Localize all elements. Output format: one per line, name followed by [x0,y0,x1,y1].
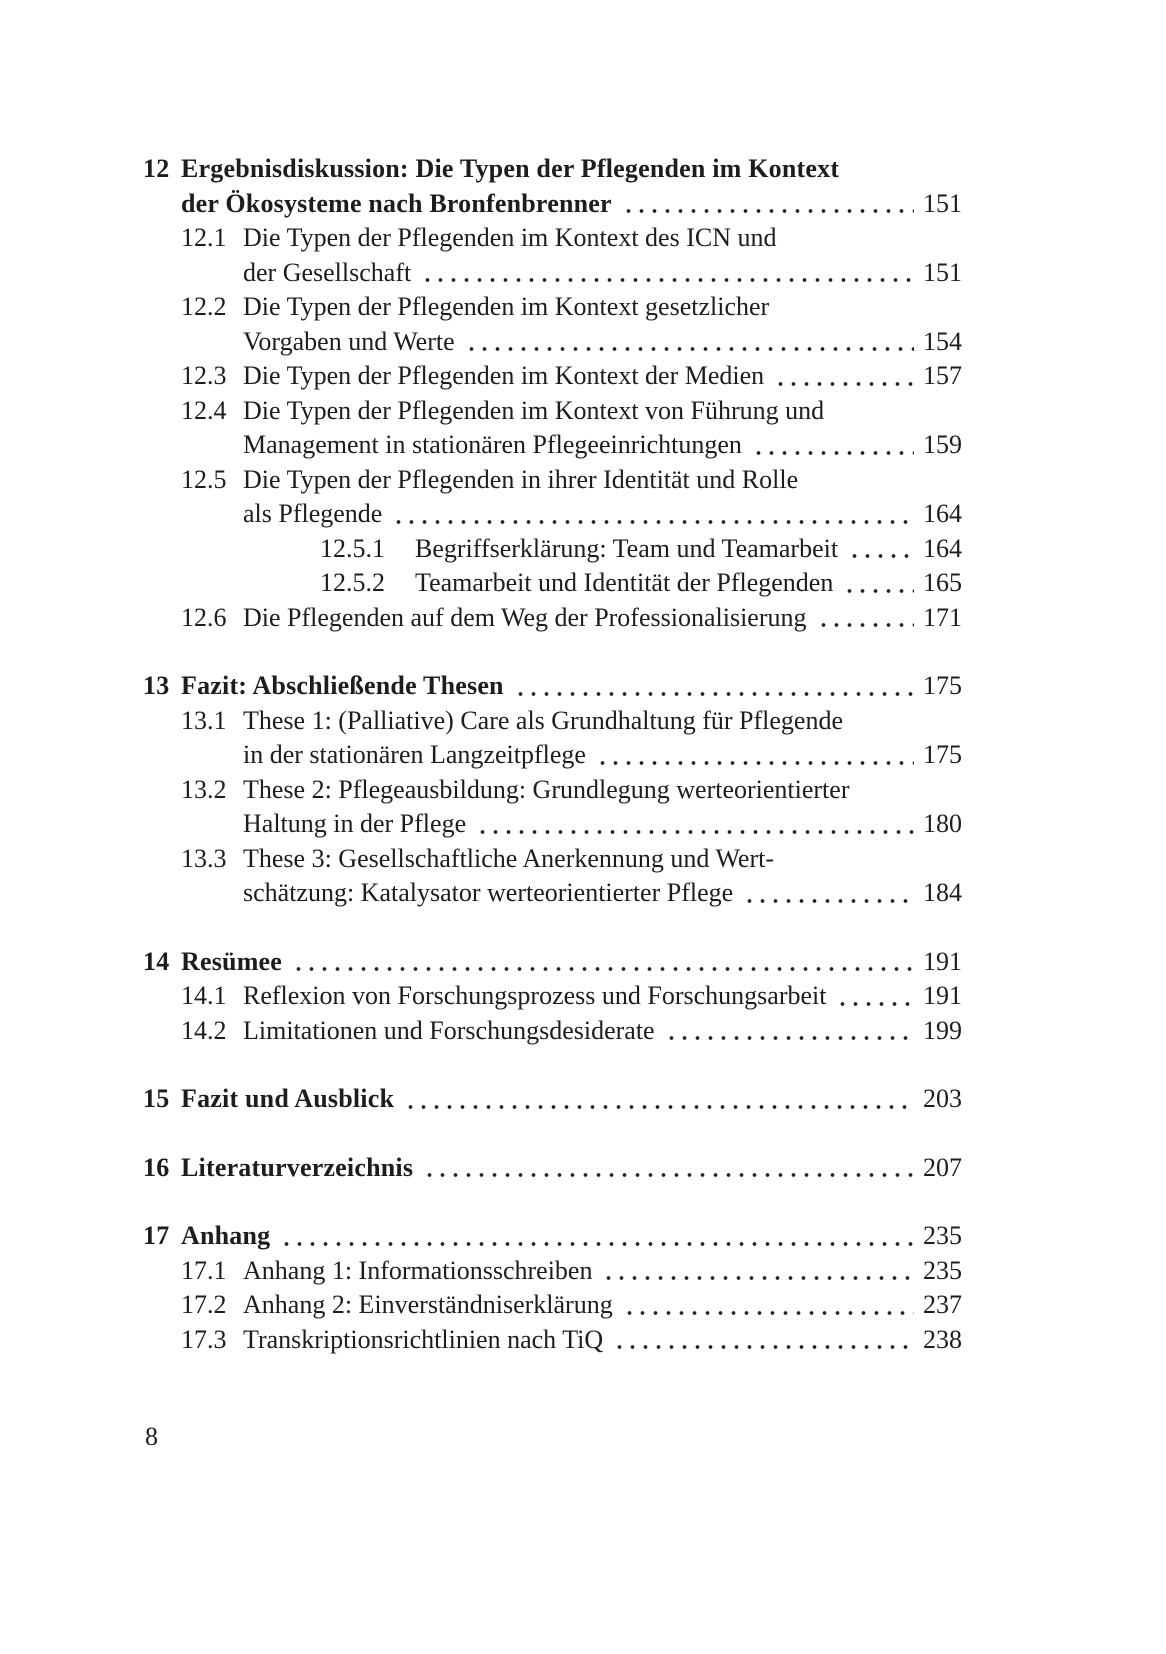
entry-title-text: Resümee [181,946,283,976]
dot-leader [465,325,914,360]
entry-title-text: der Ökosysteme nach Bronfenbrenner [181,188,612,218]
entry-page-number: 151 [923,257,962,287]
entry-title-text: schätzung: Katalysator werteorientierter Pflege [243,878,734,907]
entry-page-number: 207 [923,1152,962,1182]
entry-body [243,221,962,290]
entry-title-text: Haltung in der Pflege [243,809,467,838]
entry-line [243,1254,962,1289]
entry-number: 15 [143,1084,170,1113]
entry-line [181,669,962,704]
entry-body [243,1254,962,1289]
toc-entry [143,359,962,394]
entry-title-text: als Pflegende [243,499,383,528]
entry-page-number: 237 [923,1290,962,1319]
table-of-contents [143,152,962,1357]
entry-body [243,463,962,532]
entry-body [415,566,962,601]
dot-leader [292,945,914,980]
entry-line [415,532,962,567]
toc-entry [143,152,962,221]
entry-title-text: Limitationen und Forschungsdesiderate [243,1015,655,1045]
toc-entry [143,1014,962,1049]
entry-line [243,704,962,739]
entry-line [243,979,962,1014]
entry-line [243,221,962,256]
entry-line [243,601,962,636]
entry-title-text: Anhang 1: Informationsschreiben [243,1255,593,1285]
dot-leader [421,256,914,291]
page-number-footer: 8 [145,1422,158,1451]
entry-number: 13.1 [181,705,227,735]
toc-entry [143,1323,962,1358]
entry-page-number: 171 [923,602,962,632]
dot-leader [836,979,914,1014]
toc-entry [143,394,962,463]
entry-title-text: Literaturverzeichnis [181,1152,414,1182]
dot-leader [848,532,914,567]
entry-number: 12.5.2 [320,568,385,597]
entry-page-number: 151 [923,188,962,218]
entry-body [415,532,962,567]
dot-leader [817,601,915,636]
entry-page-number: 175 [923,671,962,700]
dot-leader [743,876,914,911]
entry-line [243,497,962,532]
dot-leader [843,566,914,601]
toc-entry [143,1288,962,1323]
entry-page-number: 184 [923,878,962,907]
entry-line [243,1014,962,1049]
entry-line [181,152,962,187]
entry-page-number: 235 [923,1221,962,1250]
toc-entry [143,979,962,1014]
dot-leader [774,359,914,394]
dot-leader [752,428,914,463]
entry-line [243,738,962,773]
entry-body [181,945,962,980]
dot-leader [392,497,914,532]
dot-leader [596,738,914,773]
entry-page-number: 191 [923,946,962,976]
entry-title-text: Die Typen der Pflegenden im Kontext der Medien [243,361,765,390]
entry-title-text: These 3: Gesellschaftliche Anerkennung und Wert- [243,843,774,873]
entry-number: 12.4 [181,395,227,425]
entry-number: 17 [143,1221,170,1250]
entry-number: 17.3 [181,1324,227,1354]
entry-number: 12.3 [181,361,227,390]
entry-line [181,1151,962,1186]
entry-body [243,704,962,773]
dot-leader [602,1254,914,1289]
toc-entry [143,463,962,532]
entry-page-number: 191 [923,981,962,1010]
entry-page-number: 238 [923,1324,962,1354]
entry-title-text: Anhang 2: Einverständniserklärung [243,1290,613,1319]
entry-title-text: Ergebnisdiskussion: Die Typen der Pflegenden im Kontext [181,154,840,183]
entry-title-text: Die Pflegenden auf dem Weg der Professionalisierung [243,602,807,632]
entry-title-text: Anhang [181,1221,271,1250]
entry-title-text: Begriffserklärung: Team und Teamarbeit [415,533,839,563]
entry-page-number: 164 [923,533,962,563]
entry-body [243,601,962,636]
entry-title-text: in der stationären Langzeitpflege [243,740,586,769]
entry-number: 13.3 [181,843,227,873]
entry-body [181,152,962,221]
dot-leader [613,1323,914,1358]
entry-body [181,669,962,704]
entry-number: 12.2 [181,292,227,321]
entry-line [243,394,962,429]
entry-line [243,807,962,842]
toc-entry [143,566,962,601]
entry-number: 14.2 [181,1015,227,1045]
entry-number: 17.2 [181,1290,227,1319]
entry-line [243,256,962,291]
entry-number: 12.5.1 [320,533,385,563]
entry-title-text: Die Typen der Pflegenden im Kontext von Führung und [243,395,825,425]
entry-page-number: 159 [923,430,962,459]
entry-line [181,945,962,980]
toc-entry [143,704,962,773]
toc-entry [143,1254,962,1289]
entry-title-text: der Gesellschaft [243,257,412,287]
entry-line [181,187,962,222]
toc-entry [143,945,962,980]
entry-title-text: Die Typen der Pflegenden in ihrer Identität und Rolle [243,464,799,494]
entry-line [243,1288,962,1323]
entry-line [181,1082,962,1117]
entry-title-text: Management in stationären Pflegeeinrichtungen [243,430,742,459]
entry-line [243,359,962,394]
entry-line [415,566,962,601]
entry-number: 14 [143,946,170,976]
entry-body [243,1288,962,1323]
dot-leader [423,1151,914,1186]
entry-title-text: These 1: (Palliative) Care als Grundhaltung für Pflegende [243,705,843,735]
entry-number: 12.5 [181,464,227,494]
entry-number: 12.6 [181,602,227,632]
entry-title-text: Die Typen der Pflegenden im Kontext des ICN und [243,223,777,252]
entry-title-text: Teamarbeit und Identität der Pflegenden [415,568,834,597]
entry-number: 16 [143,1152,170,1182]
entry-body [243,394,962,463]
entry-page-number: 235 [923,1255,962,1285]
entry-line [243,773,962,808]
entry-page-number: 157 [923,361,962,390]
toc-entry [143,1151,962,1186]
entry-body [243,290,962,359]
dot-leader [665,1014,914,1049]
dot-leader [404,1082,914,1117]
entry-title-text: Fazit und Ausblick [181,1084,395,1113]
entry-body [243,979,962,1014]
dot-leader [623,1288,914,1323]
entry-title-text: Fazit: Abschließende Thesen [181,671,504,700]
entry-line [243,428,962,463]
entry-page-number: 164 [923,499,962,528]
entry-title-text: Vorgaben und Werte [243,326,455,356]
entry-line [243,1323,962,1358]
toc-entry [143,1219,962,1254]
entry-title-text: Reflexion von Forschungsprozess und Forschungsarbeit [243,981,827,1010]
entry-number: 13 [143,671,170,700]
entry-body [181,1151,962,1186]
dot-leader [622,187,914,222]
toc-entry [143,290,962,359]
entry-body [243,1014,962,1049]
entry-page-number: 154 [923,326,962,356]
entry-number: 14.1 [181,981,227,1010]
entry-line [243,876,962,911]
entry-page-number: 199 [923,1015,962,1045]
entry-page-number: 180 [923,809,962,838]
entry-line [243,842,962,877]
toc-entry [143,773,962,842]
entry-body [181,1219,962,1254]
entry-title-text: Transkriptionsrichtlinien nach TiQ [243,1324,604,1354]
toc-entry [143,669,962,704]
dot-leader [280,1219,914,1254]
toc-entry [143,1082,962,1117]
entry-body [181,1082,962,1117]
entry-page-number: 203 [923,1084,962,1113]
entry-body [243,359,962,394]
entry-line [243,290,962,325]
toc-entry [143,221,962,290]
entry-title-text: Die Typen der Pflegenden im Kontext gesetzlicher [243,292,770,321]
entry-line [243,325,962,360]
entry-number: 12.1 [181,223,227,252]
toc-entry [143,842,962,911]
entry-number: 12 [143,154,170,183]
toc-entry [143,601,962,636]
toc-entry [143,532,962,567]
entry-line [181,1219,962,1254]
entry-body [243,773,962,842]
entry-number: 13.2 [181,774,227,804]
dot-leader [514,669,914,704]
entry-title-text: These 2: Pflegeausbildung: Grundlegung werteorientierter [243,774,850,804]
entry-page-number: 165 [923,568,962,597]
entry-body [243,1323,962,1358]
entry-number: 17.1 [181,1255,227,1285]
entry-body [243,842,962,911]
entry-page-number: 175 [923,740,962,769]
entry-line [243,463,962,498]
dot-leader [476,807,914,842]
